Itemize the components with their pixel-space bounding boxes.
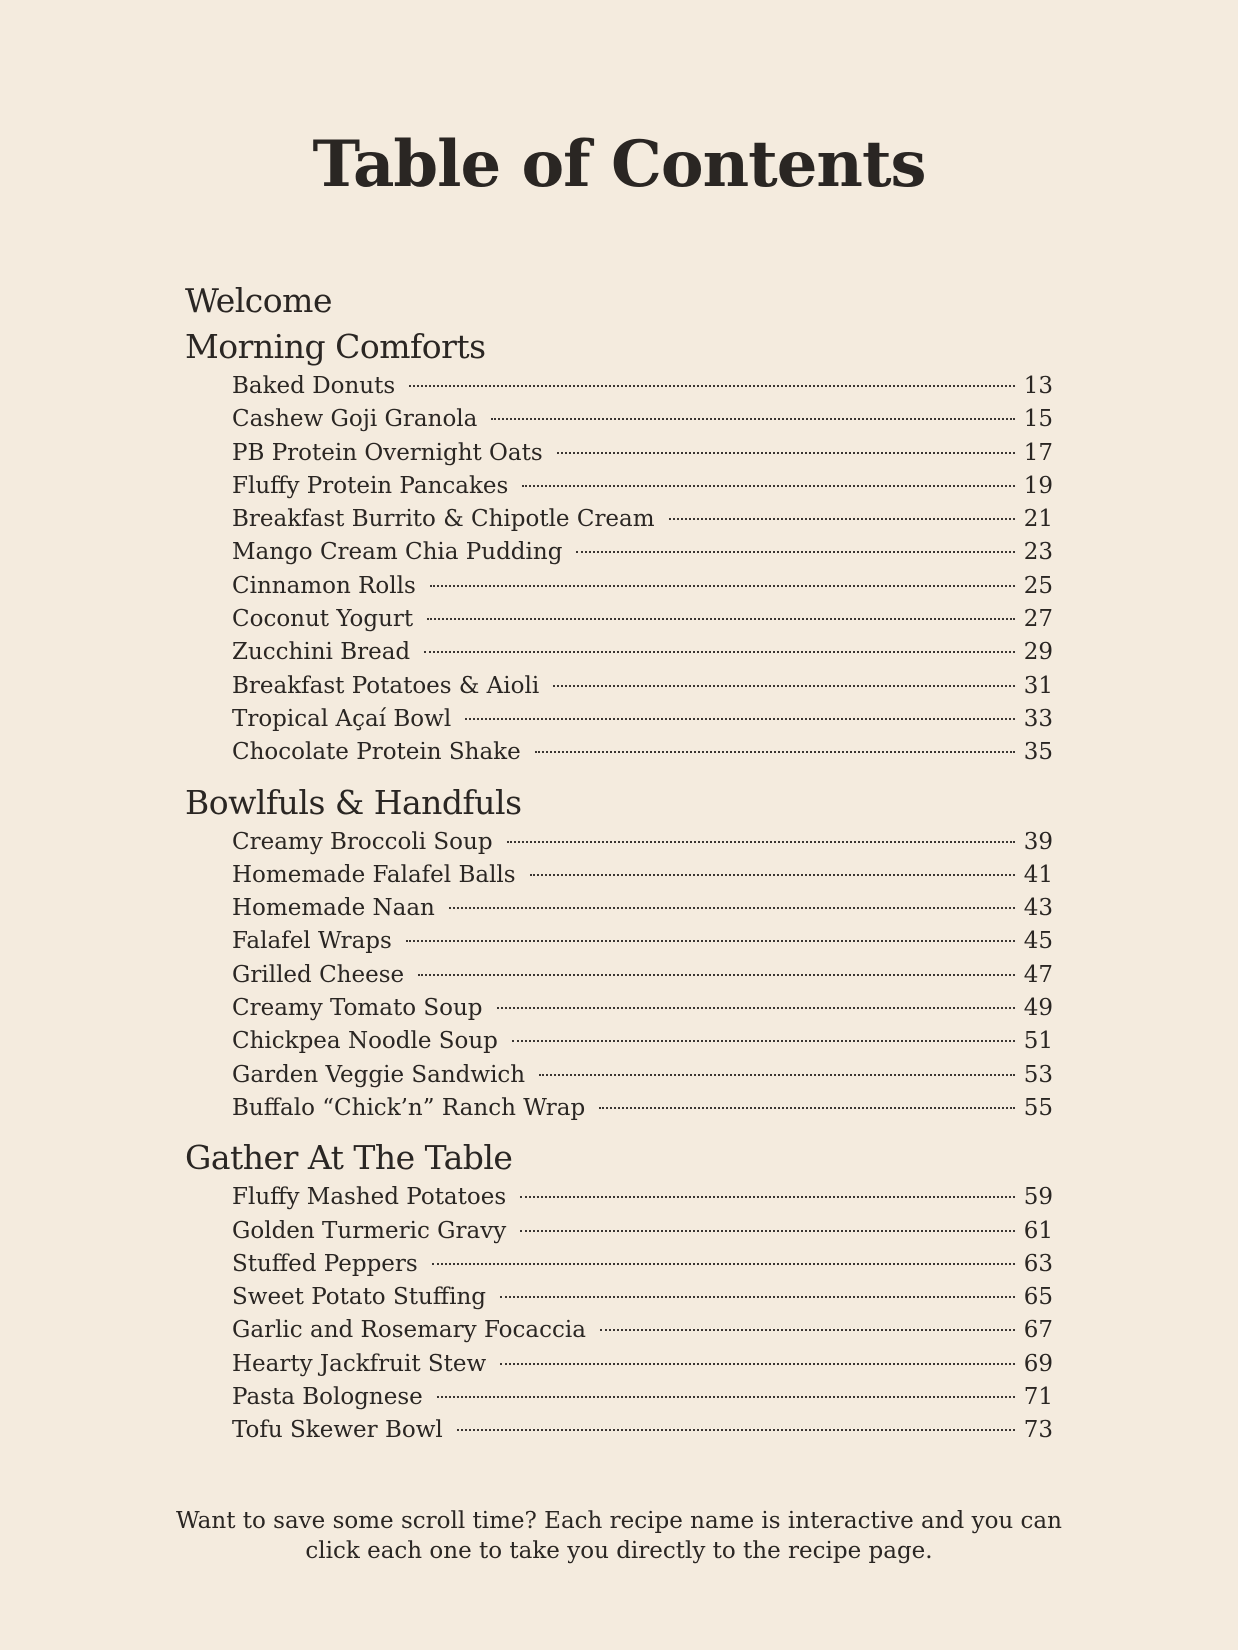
page-number: 19	[1023, 472, 1053, 499]
dot-leader	[457, 1429, 1015, 1431]
recipe-link[interactable]: PB Protein Overnight Oats	[232, 439, 543, 466]
recipe-link[interactable]: Cinnamon Rolls	[232, 572, 416, 599]
toc-entry[interactable]	[232, 1059, 1053, 1092]
dot-leader	[553, 685, 1015, 687]
dot-leader	[418, 974, 1015, 976]
dot-leader	[512, 1040, 1015, 1042]
recipe-link[interactable]: Buffalo “Chick’n” Ranch Wrap	[232, 1094, 586, 1121]
page-number: 29	[1023, 639, 1053, 666]
dot-leader	[465, 718, 1015, 720]
toc-entry[interactable]	[232, 925, 1053, 958]
section-entry-list	[185, 826, 1053, 1126]
recipe-link[interactable]: Homemade Naan	[232, 895, 435, 922]
page-number: 17	[1023, 439, 1053, 466]
toc-entry[interactable]	[232, 536, 1053, 569]
section-title: Welcome	[185, 281, 332, 320]
recipe-link[interactable]: Hearty Jackfruit Stew	[232, 1350, 487, 1377]
toc-entry[interactable]	[232, 992, 1053, 1025]
section-entry-list	[185, 370, 1053, 770]
section-title: Bowlfuls & Handfuls	[185, 782, 522, 822]
dot-leader	[437, 1396, 1015, 1398]
recipe-link[interactable]: Breakfast Potatoes & Aioli	[232, 672, 540, 699]
dot-leader	[497, 1007, 1016, 1009]
recipe-link[interactable]: Fluffy Mashed Potatoes	[232, 1184, 507, 1211]
toc-entry[interactable]	[232, 1314, 1053, 1347]
toc-entry[interactable]	[232, 1092, 1053, 1125]
page-number: 55	[1023, 1094, 1053, 1121]
toc-entry[interactable]	[232, 603, 1053, 636]
dot-leader	[507, 841, 1015, 843]
page-number: 35	[1023, 739, 1053, 766]
page-number: 25	[1023, 572, 1053, 599]
dot-leader	[520, 1196, 1015, 1198]
recipe-link[interactable]: Tofu Skewer Bowl	[232, 1417, 443, 1444]
recipe-link[interactable]: Golden Turmeric Gravy	[232, 1217, 507, 1244]
toc-entry[interactable]	[232, 1215, 1053, 1248]
recipe-link[interactable]: Homemade Falafel Balls	[232, 861, 516, 888]
recipe-link[interactable]: Pasta Bolognese	[232, 1384, 423, 1411]
section-gap	[185, 1125, 1053, 1135]
page-number: 63	[1023, 1250, 1053, 1277]
toc-entry[interactable]	[232, 1381, 1053, 1414]
footer-note: Want to save some scroll time? Each recipe name is interactive and you can click each one to take you directly to the recipe page.	[176, 1508, 1062, 1564]
dot-leader	[557, 452, 1015, 454]
recipe-link[interactable]: Grilled Cheese	[232, 961, 405, 988]
page-number: 49	[1023, 995, 1053, 1022]
dot-leader	[530, 874, 1015, 876]
recipe-link[interactable]: Breakfast Burrito & Chipotle Cream	[232, 506, 655, 533]
toc-entry[interactable]	[232, 636, 1053, 669]
toc-entry[interactable]	[232, 1281, 1053, 1314]
page-number: 23	[1023, 539, 1053, 566]
page-number: 71	[1023, 1384, 1053, 1411]
recipe-link[interactable]: Chocolate Protein Shake	[232, 739, 521, 766]
toc-entry[interactable]	[232, 1348, 1053, 1381]
recipe-link[interactable]: Stuffed Peppers	[232, 1250, 418, 1277]
recipe-link[interactable]: Zucchini Bread	[232, 639, 411, 666]
recipe-link[interactable]: Fluffy Protein Pancakes	[232, 472, 509, 499]
page-number: 27	[1023, 606, 1053, 633]
recipe-link[interactable]: Chickpea Noodle Soup	[232, 1028, 498, 1055]
page-number: 65	[1023, 1284, 1053, 1311]
recipe-link[interactable]: Tropical Açaí Bowl	[232, 705, 452, 732]
dot-leader	[520, 1230, 1015, 1232]
dot-leader	[500, 1296, 1015, 1298]
page-number: 69	[1023, 1350, 1053, 1377]
page-number: 47	[1023, 961, 1053, 988]
recipe-link[interactable]: Garlic and Rosemary Focaccia	[232, 1317, 586, 1344]
dot-leader	[500, 1363, 1015, 1365]
recipe-link[interactable]: Baked Donuts	[232, 373, 396, 399]
toc-entry[interactable]	[232, 1248, 1053, 1281]
toc-entry[interactable]	[232, 437, 1053, 470]
toc-entry[interactable]	[232, 736, 1053, 769]
toc-entry[interactable]	[232, 403, 1053, 436]
toc-entry[interactable]	[232, 1414, 1053, 1447]
dot-leader	[491, 418, 1015, 420]
page-number: 43	[1023, 895, 1053, 922]
page-number: 59	[1023, 1184, 1053, 1211]
toc-entry[interactable]	[232, 570, 1053, 603]
recipe-link[interactable]: Mango Cream Chia Pudding	[232, 539, 563, 566]
toc-entry[interactable]	[232, 859, 1053, 892]
toc-entry[interactable]	[232, 959, 1053, 992]
page-number: 21	[1023, 506, 1053, 533]
page-number: 15	[1023, 406, 1053, 433]
section-gap	[185, 770, 1053, 780]
toc-entry[interactable]	[232, 892, 1053, 925]
dot-leader	[600, 1329, 1015, 1331]
toc-entry[interactable]	[232, 370, 1053, 403]
toc-entry[interactable]	[232, 503, 1053, 536]
toc-entry[interactable]	[232, 470, 1053, 503]
section-title: Morning Comforts	[185, 327, 486, 366]
dot-leader	[424, 651, 1015, 653]
toc-entry[interactable]	[232, 670, 1053, 703]
page-number: 61	[1023, 1217, 1053, 1244]
page-number: 67	[1023, 1317, 1053, 1344]
dot-leader	[432, 1263, 1015, 1265]
dot-leader	[522, 485, 1015, 487]
dot-leader	[406, 940, 1015, 942]
page-number: 53	[1023, 1061, 1053, 1088]
recipe-link[interactable]: Falafel Wraps	[232, 928, 392, 955]
table-of-contents	[185, 278, 1053, 1458]
section-entry-list	[185, 1181, 1053, 1447]
recipe-link[interactable]: Sweet Potato Stuffing	[232, 1284, 487, 1311]
dot-leader	[539, 1074, 1015, 1076]
toc-entry[interactable]	[232, 703, 1053, 736]
page-number: 51	[1023, 1028, 1053, 1055]
page-number: 39	[1023, 828, 1053, 855]
page-number: 73	[1023, 1417, 1053, 1444]
dot-leader	[535, 751, 1015, 753]
page-number: 41	[1023, 861, 1053, 888]
page-number: 33	[1023, 705, 1053, 732]
toc-entry[interactable]	[232, 1181, 1053, 1214]
dot-leader	[449, 907, 1015, 909]
dot-leader	[599, 1107, 1015, 1109]
dot-leader	[669, 518, 1015, 520]
dot-leader	[427, 618, 1015, 620]
recipe-link[interactable]: Coconut Yogurt	[232, 606, 414, 633]
section-gap	[185, 1448, 1053, 1458]
page-number: 31	[1023, 672, 1053, 699]
dot-leader	[430, 585, 1015, 587]
section-title: Gather At The Table	[185, 1138, 513, 1178]
recipe-link[interactable]: Creamy Tomato Soup	[232, 995, 483, 1022]
toc-entry[interactable]	[232, 826, 1053, 859]
recipe-link[interactable]: Creamy Broccoli Soup	[232, 828, 493, 855]
recipe-link[interactable]: Garden Veggie Sandwich	[232, 1061, 526, 1088]
toc-entry[interactable]	[232, 1025, 1053, 1058]
page-number: 45	[1023, 928, 1053, 955]
page-title: Table of Contents	[312, 127, 926, 202]
page-number: 13	[1023, 373, 1053, 399]
recipe-link[interactable]: Cashew Goji Granola	[232, 406, 478, 433]
dot-leader	[409, 385, 1015, 387]
dot-leader	[576, 551, 1015, 553]
